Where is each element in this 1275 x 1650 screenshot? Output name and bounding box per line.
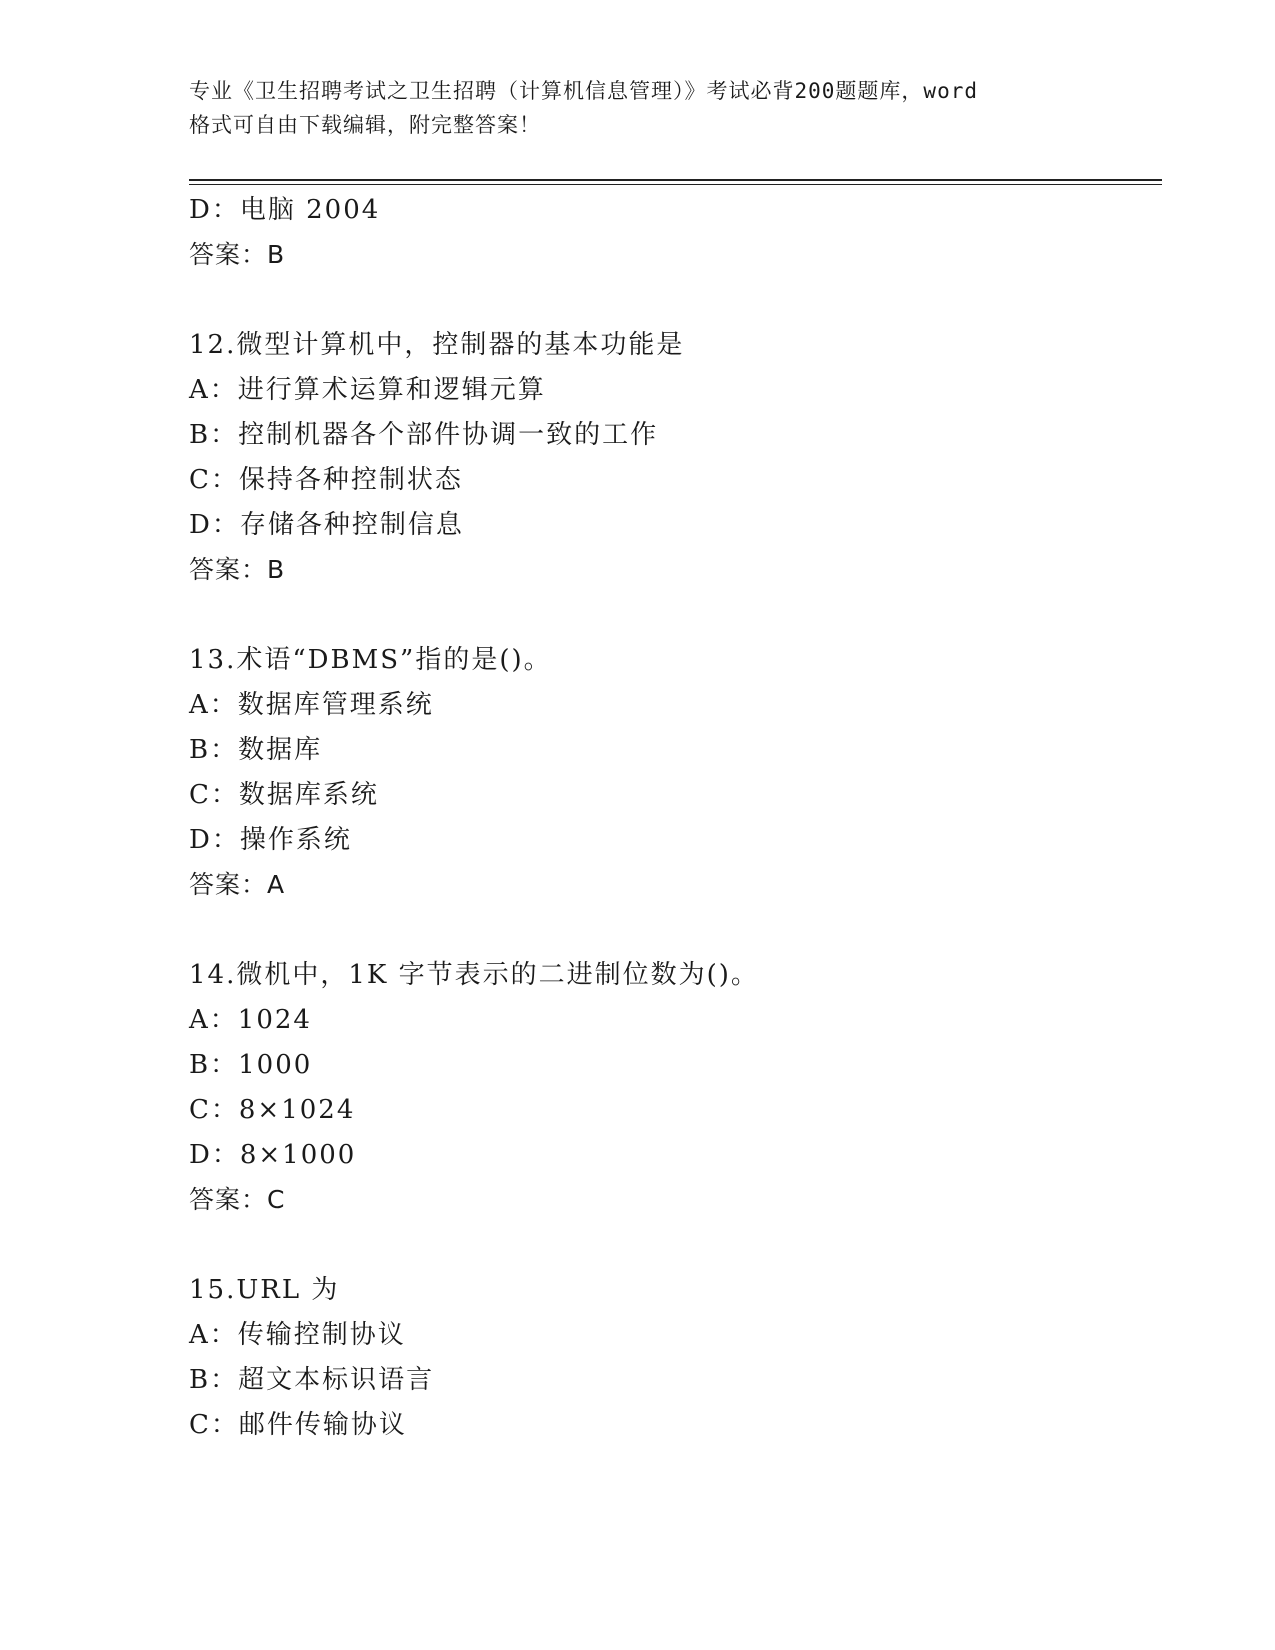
q14-answer: 答案：C: [189, 1185, 286, 1214]
q12-question: 12.微型计算机中，控制器的基本功能是: [189, 330, 685, 360]
q13-answer: 答案：A: [189, 870, 286, 899]
q13-option-d: D：操作系统: [189, 825, 352, 855]
q12-option-d: D：存储各种控制信息: [189, 510, 464, 540]
header-rule-thick: [189, 179, 1162, 181]
q15-option-c: C：邮件传输协议: [189, 1410, 407, 1440]
q13-option-c: C：数据库系统: [189, 780, 379, 810]
q15-option-b: B：超文本标识语言: [189, 1365, 435, 1395]
document-header: [189, 74, 1089, 142]
q14-option-b: B：1000: [189, 1050, 313, 1080]
header-line-1: 专业《卫生招聘考试之卫生招聘（计算机信息管理）》考试必背200题题库，word: [189, 79, 978, 103]
q14-option-a: A：1024: [189, 1005, 312, 1035]
q15-option-a: A：传输控制协议: [189, 1320, 406, 1350]
q13-option-a: A：数据库管理系统: [189, 690, 434, 720]
prev-answer: 答案：B: [189, 240, 286, 269]
q14-option-d: D：8×1000: [189, 1140, 357, 1170]
q12-option-b: B：控制机器各个部件协调一致的工作: [189, 420, 659, 450]
q14-question: 14.微机中，1K 字节表示的二进制位数为()。: [189, 960, 759, 990]
prev-option-d: D：电脑 2004: [189, 195, 381, 225]
q13-option-b: B：数据库: [189, 735, 323, 765]
q13-question: 13.术语“DBMS”指的是()。: [189, 645, 552, 675]
q12-option-a: A：进行算术运算和逻辑元算: [189, 375, 546, 405]
header-line-2: 格式可自由下载编辑，附完整答案！: [189, 113, 541, 137]
q14-option-c: C：8×1024: [189, 1095, 356, 1125]
q15-question: 15.URL 为: [189, 1275, 340, 1305]
header-rule-thin: [189, 184, 1162, 185]
q12-answer: 答案：B: [189, 555, 286, 584]
q12-option-c: C：保持各种控制状态: [189, 465, 463, 495]
